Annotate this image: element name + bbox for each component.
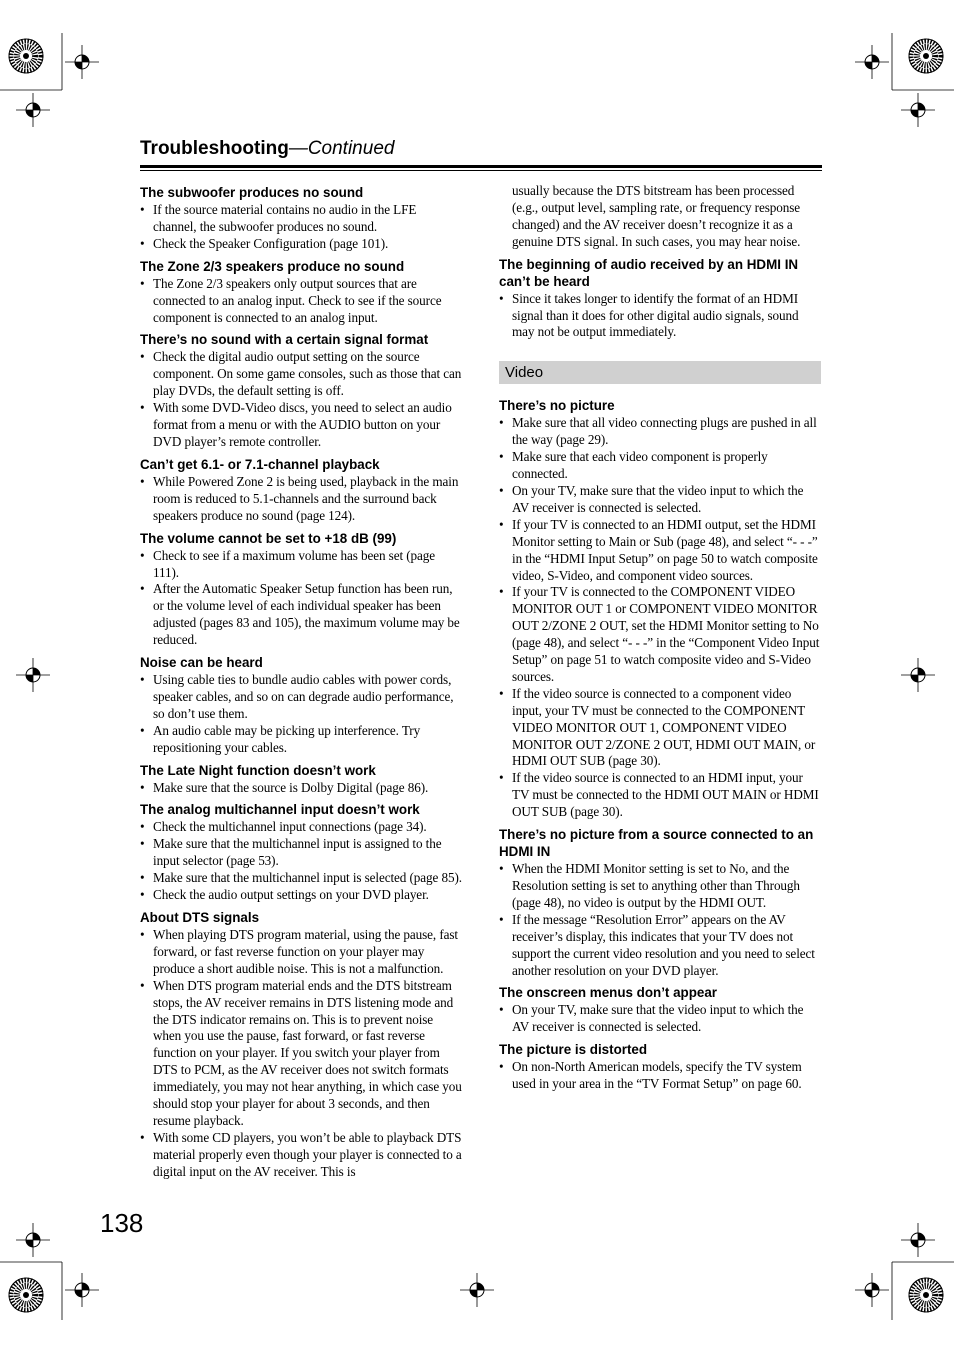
sections-video xyxy=(499,396,821,1093)
bullet-item: • On your TV, make sure that the video input to which the AV receiver is connected is selected. xyxy=(499,483,821,517)
topic-heading: The subwoofer produces no sound xyxy=(140,185,364,200)
bullet-item: • Using cable ties to bundle audio cables with power cords, speaker cables, and so on can degrade audio performance, so don’t use them. xyxy=(140,672,462,723)
bullet-item: • If your TV is connected to an HDMI output, set the HDMI Monitor setting to Main or Sub (page 48), and select “- - -” in the “HDMI Input Setup” on page 50 to watch composite video, S-Video, and component video sources. xyxy=(499,517,821,585)
bullet-list xyxy=(499,1002,821,1036)
topic-heading: The picture is distorted xyxy=(499,1042,648,1058)
bullet-item: • Check the Speaker Configuration (page 101). xyxy=(140,236,462,253)
bullet-list xyxy=(499,415,821,821)
bullet-item: • An audio cable may be picking up interference. Try repositioning your cables. xyxy=(140,723,462,757)
bullet-item: • Check to see if a maximum volume has been set (page 111). xyxy=(140,548,462,582)
bullet-list xyxy=(140,202,462,253)
bullet-item: • If the video source is connected to a component video input, your TV must be connected to the COMPONENT VIDEO MONITOR OUT 1, COMPONENT VIDEO MONITOR OUT 2/ZONE 2 OUT, HDMI OUT MAIN, or HDMI OUT SUB (page 30). xyxy=(499,686,821,771)
bullet-item: • Check the audio output settings on your DVD player. xyxy=(140,887,462,904)
bullet-item: • While Powered Zone 2 is being used, playback in the main room is reduced to 5.1-channels and the surround back speakers produce no sound (page 124). xyxy=(140,474,462,525)
bullet-item: • Make sure that all video connecting plugs are pushed in all the way (page 29). xyxy=(499,415,821,449)
bullet-item: • On your TV, make sure that the video input to which the AV receiver is connected is selected. xyxy=(499,1002,821,1036)
bullet-item: • Make sure that each video component is properly connected. xyxy=(499,449,821,483)
bullet-item: • With some DVD-Video discs, you need to select an audio format from a menu or with the AUDIO button on your DVD player’s remote controller. xyxy=(140,400,462,451)
section-title-video: Video xyxy=(499,361,821,384)
bullet-item: • If the source material contains no audio in the LFE channel, the subwoofer produces no sound. xyxy=(140,202,462,236)
topic-heading: Noise can be heard xyxy=(140,655,263,671)
header-title: Troubleshooting xyxy=(140,138,289,159)
header-rule-thin xyxy=(140,170,822,171)
topic-heading: The beginning of audio received by an HDMI IN can’t be heard xyxy=(499,256,799,289)
bullet-item: • Make sure that the multichannel input is selected (page 85). xyxy=(140,870,462,887)
bullet-item: • Make sure that the source is Dolby Digital (page 86). xyxy=(140,780,462,797)
continuation-paragraph: usually because the DTS bitstream has been processed (e.g., output level, sampling rate, or frequency response changed) and the AV receiver doesn’t recognize it as a genuine DTS signal. In such cases, you may hear noise. xyxy=(512,183,801,249)
bullet-list xyxy=(140,927,462,1181)
left-column xyxy=(140,183,462,1185)
bullet-item: • If the video source is connected to an HDMI input, your TV must be connected to the HDMI OUT MAIN or HDMI OUT SUB (page 30). xyxy=(499,770,821,821)
bullet-item: • Since it takes longer to identify the format of an HDMI signal than it does for other digital audio signals, sound may not be output immediately. xyxy=(499,291,821,342)
topic-heading: There’s no picture from a source connected to an HDMI IN xyxy=(499,827,814,860)
right-column xyxy=(499,183,821,1097)
bullet-list xyxy=(140,672,462,757)
bullet-item: • When the HDMI Monitor setting is set to No, and the Resolution setting is set to anything other than Through (page 48), no video is output by the HDMI OUT. xyxy=(499,861,821,912)
bullet-item: • If your TV is connected to the COMPONENT VIDEO MONITOR OUT 1 or COMPONENT VIDEO MONITOR OUT 2/ZONE 2 OUT, set the HDMI Monitor setting to No (page 48), and select “- - -” in the “Component Video Input Setup” on page 51 to watch composite video and S-Video sources. xyxy=(499,584,821,685)
bullet-item: • After the Automatic Speaker Setup function has been run, or the volume level of each individual speaker has been adjusted (pages 83 and 105), the maximum volume may be reduced. xyxy=(140,581,462,649)
bullet-list xyxy=(499,291,821,342)
topic-heading: The volume cannot be set to +18 dB (99) xyxy=(140,530,397,546)
bullet-list xyxy=(499,861,821,979)
topic-heading: Can’t get 6.1- or 7.1-channel playback xyxy=(140,456,380,472)
bullet-item: • If the message “Resolution Error” appears on the AV receiver’s display, this indicates that your TV does not support the current video resolution and you need to select another resolution on your DVD player. xyxy=(499,912,821,980)
page-number: 138 xyxy=(100,1208,144,1238)
topic-heading: There’s no picture xyxy=(499,398,615,414)
bullet-list xyxy=(140,780,462,797)
topic-heading: About DTS signals xyxy=(140,910,260,925)
bullet-item: • When playing DTS program material, using the pause, fast forward, or fast reverse function on your player may produce a short audible noise. This is not a malfunction. xyxy=(140,927,462,978)
bullet-item: • The Zone 2/3 speakers only output sources that are connected to an analog input. Check to see if the source component is connected to an analog input. xyxy=(140,276,462,327)
topic-heading: The analog multichannel input doesn’t work xyxy=(140,802,420,818)
bullet-list xyxy=(140,819,462,904)
bullet-item: • With some CD players, you won’t be able to playback DTS material properly even though your player is connected to a digital input on the AV receiver. This is xyxy=(140,1130,462,1181)
bullet-list xyxy=(140,276,462,327)
page-header xyxy=(140,138,822,160)
sections-before-video xyxy=(499,255,821,342)
header-rule xyxy=(140,165,822,168)
bullet-item: • Make sure that the multichannel input is assigned to the input selector (page 53). xyxy=(140,836,462,870)
header-continued: —Continued xyxy=(288,138,395,159)
topic-heading: The Zone 2/3 speakers produce no sound xyxy=(140,258,405,274)
bullet-list xyxy=(140,474,462,525)
bullet-list xyxy=(499,1059,821,1093)
topic-heading: The onscreen menus don’t appear xyxy=(499,985,718,1001)
bullet-item: • On non-North American models, specify the TV system used in your area in the “TV Format Setup” on page 60. xyxy=(499,1059,821,1093)
bullet-list xyxy=(140,548,462,649)
bullet-list xyxy=(140,349,462,450)
bullet-item: • Check the digital audio output setting on the source component. On some game consoles, such as those that can play DVDs, the default setting is off. xyxy=(140,349,462,400)
bullet-item: • When DTS program material ends and the DTS bitstream stops, the AV receiver remains in DTS listening mode and the DTS indicator remains on. This is to prevent noise when you use the pause, fast forward, or fast reverse function on your player. If you switch your player from DTS to PCM, as the AV receiver does not switch formats immediately, you may not hear anything, in which case you should stop your player for about 3 seconds, and then resume playback. xyxy=(140,978,462,1130)
topic-heading: There’s no sound with a certain signal format xyxy=(140,332,429,348)
topic-heading: The Late Night function doesn’t work xyxy=(140,762,376,778)
bullet-item: • Check the multichannel input connections (page 34). xyxy=(140,819,462,836)
